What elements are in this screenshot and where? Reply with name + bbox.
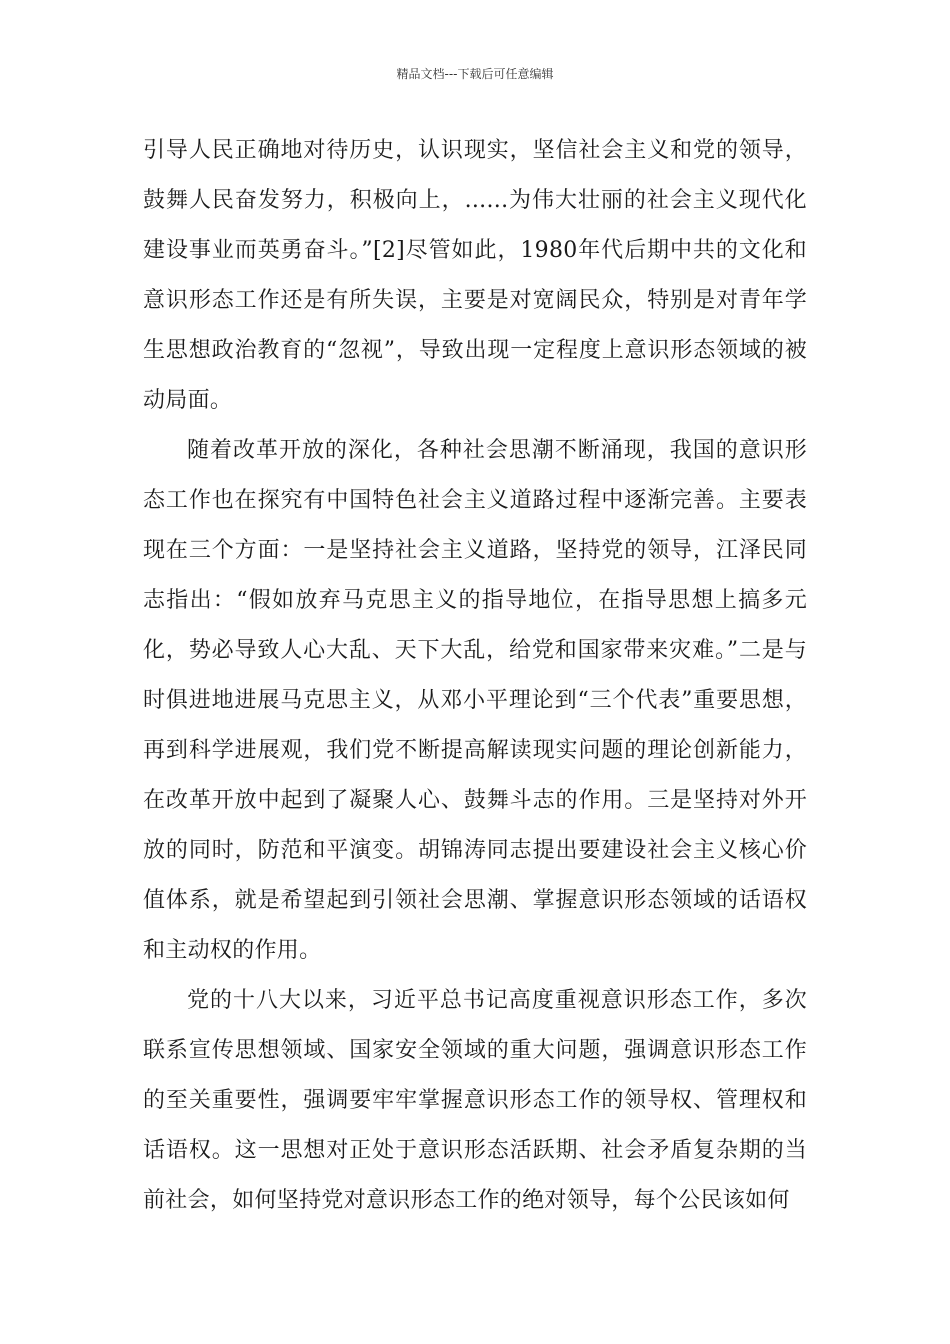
paragraph-reform-opening: 随着改革开放的深化，各种社会思潮不断涌现，我国的意识形态工作也在探究有中国特色社会主义道路过程中逐渐完善。主要表现在三个方面：一是坚持社会主义道路，坚持党的领导，江泽民同志指出：“假如放弃马克思主义的指导地位，在指导思想上搞多元化，势必导致人心大乱、天下大乱，给党和国家带来灾难。”二是与时俱进地进展马克思主义，从邓小平理论到“三个代表”重要思想，再到科学进展观，我们党不断提高解读现实问题的理论创新能力，在改革开放中起到了凝聚人心、鼓舞斗志的作用。三是坚持对外开放的同时，防范和平演变。胡锦涛同志提出要建设社会主义核心价值体系，就是希望起到引领社会思潮、掌握意识形态领域的话语权和主动权的作用。 bbox=[143, 438, 807, 963]
document-body bbox=[143, 126, 807, 1226]
page-header: 精品文档---下载后可任意编辑 bbox=[396, 67, 554, 81]
paragraph-eighteenth-congress: 党的十八大以来，习近平总书记高度重视意识形态工作，多次联系宣传思想领域、国家安全领域的重大问题，强调意识形态工作的至关重要性，强调要牢牢掌握意识形态工作的领导权、管理权和话语权。这一思想对正处于意识形态活跃期、社会矛盾复杂期的当前社会，如何坚持党对意识形态工作的绝对领导，每个公民该如何 bbox=[143, 988, 807, 1213]
paragraph-continuation: 引导人民正确地对待历史，认识现实，坚信社会主义和党的领导，鼓舞人民奋发努力，积极向上，......为伟大壮丽的社会主义现代化建设事业而英勇奋斗。”[2]尽管如此，1980年代后期中共的文化和意识形态工作还是有所失误，主要是对宽阔民众，特别是对青年学生思想政治教育的“忽视”，导致出现一定程度上意识形态领域的被动局面。 bbox=[143, 138, 807, 413]
